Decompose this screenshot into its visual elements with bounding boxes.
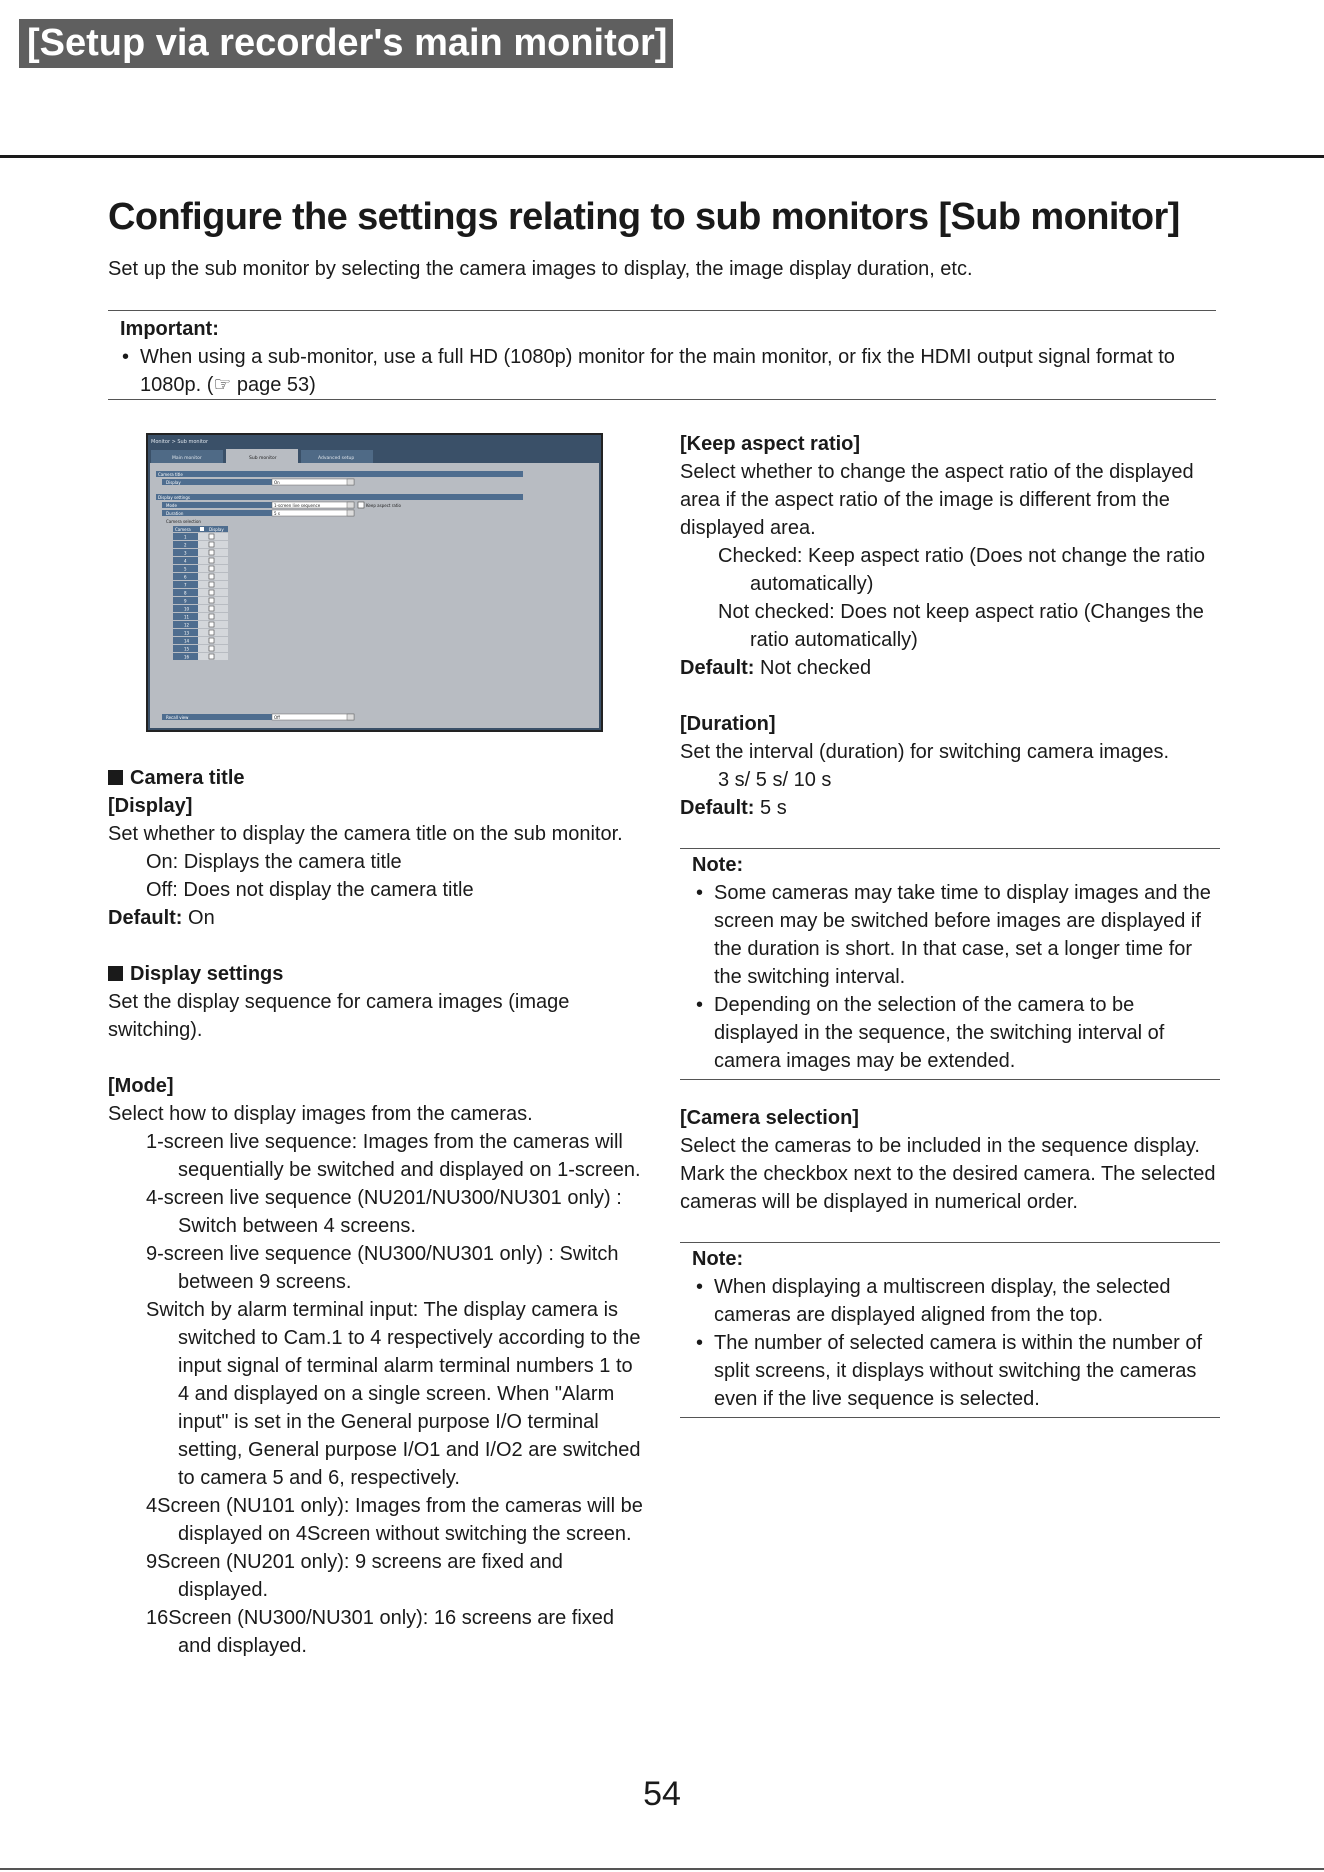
screenshot-tab-sub: Sub monitor [249, 456, 277, 461]
screenshot-mode-value: 1-screen live sequence [274, 503, 321, 508]
note-item: • The number of selected camera is within the number of split screens, it displays without switching the cameras even if the live sequence is selected. [692, 1329, 1220, 1413]
screenshot-camera-selection: Camera selection [166, 519, 201, 524]
header-rule [0, 155, 1324, 158]
screenshot-camera-number: 14 [184, 638, 190, 644]
screenshot-camera-checkbox [209, 566, 214, 571]
screenshot-camera-checkbox [209, 542, 214, 547]
display-option: On: Displays the camera title [146, 851, 402, 873]
intro-text: Set up the sub monitor by selecting the camera images to display, the image display duration, etc. [108, 258, 973, 280]
mode-option: 16Screen (NU300/NU301 only): 16 screens are fixed and displayed. [146, 1607, 615, 1657]
keep-aspect-default: Default: Not checked [680, 657, 872, 679]
screenshot-camera-number: 8 [184, 590, 187, 596]
screenshot-duration-label: Duration [166, 511, 184, 516]
sub-monitor-screenshot [146, 433, 603, 732]
screenshot-camera-number: 6 [184, 574, 187, 580]
screenshot-camera-number: 13 [184, 630, 190, 636]
important-box [108, 310, 1216, 400]
screenshot-display-col: Display [209, 527, 224, 532]
important-list [120, 343, 1210, 399]
screenshot-camera-checkbox [209, 558, 214, 563]
screenshot-camera-number: 1 [184, 534, 187, 540]
screenshot-camera-number: 10 [184, 606, 190, 612]
duration-heading: [Duration] [680, 713, 776, 735]
screenshot-camera-number: 4 [184, 558, 187, 564]
screenshot-camera-number: 11 [184, 614, 190, 620]
right-column [680, 430, 1220, 1418]
important-item: • When using a sub-monitor, use a full HD (1080p) monitor for the main monitor, or fix the HDMI output signal format to 1080p. (☞ page 53) [120, 343, 1210, 399]
camera-selection-note [680, 1242, 1220, 1418]
screenshot-camera-checkbox [209, 638, 214, 643]
screenshot-camera-checkbox [209, 590, 214, 595]
screenshot-camera-checkbox [209, 582, 214, 587]
screenshot-camera-checkbox [209, 534, 214, 539]
screenshot-duration-value: 5 s [274, 511, 280, 516]
mode-heading: [Mode] [108, 1075, 174, 1097]
screenshot-camera-number: 12 [184, 622, 190, 628]
display-desc: Set whether to display the camera title on the sub monitor. [108, 823, 623, 845]
square-bullet-icon [108, 966, 123, 981]
duration-values: 3 s/ 5 s/ 10 s [718, 769, 832, 791]
screenshot-camera-checkbox [209, 606, 214, 611]
keep-aspect-option: Checked: Keep aspect ratio (Does not change the ratio automatically) [718, 545, 1205, 595]
camera-selection-desc: Mark the checkbox next to the desired camera. The selected cameras will be displayed in numerical order. [680, 1163, 1216, 1213]
display-settings-heading: Display settings [108, 960, 648, 988]
keep-aspect-option: Not checked: Does not keep aspect ratio (Changes the ratio automatically) [718, 601, 1204, 651]
screenshot-breadcrumb: Monitor > Sub monitor [151, 439, 209, 445]
mode-option: 4-screen live sequence (NU201/NU300/NU301 only) : Switch between 4 screens. [146, 1187, 622, 1237]
mode-desc: Select how to display images from the cameras. [108, 1103, 533, 1125]
note-list [692, 879, 1220, 1075]
display-heading: [Display] [108, 795, 193, 817]
note-item: • Depending on the selection of the camera to be displayed in the sequence, the switching interval of camera images may be extended. [692, 991, 1220, 1075]
screenshot-camera-checkbox [209, 550, 214, 555]
left-column [108, 764, 648, 1660]
duration-note [680, 848, 1220, 1080]
screenshot-camera-number: 2 [184, 542, 187, 548]
screenshot-mode-label: Mode [166, 503, 177, 508]
screenshot-camera-col: Camera [175, 527, 191, 532]
screenshot-recall-value: Off [274, 715, 280, 720]
mode-option: 1-screen live sequence: Images from the cameras will sequentially be switched and displayed on 1-screen. [146, 1131, 641, 1181]
note-item: • Some cameras may take time to display images and the screen may be switched before images are displayed if the duration is short. In that case, set a longer time for the switching interval. [692, 879, 1220, 991]
screenshot-display-settings: Display settings [158, 495, 190, 500]
screenshot-tab-advanced: Advanced setup [318, 456, 355, 461]
bottom-rule [0, 1868, 1324, 1870]
camera-title-heading: Camera title [108, 764, 648, 792]
note-label: Note: [692, 1248, 744, 1270]
screenshot-camera-checkbox [209, 646, 214, 651]
section-tab: [Setup via recorder's main monitor] [19, 19, 673, 68]
screenshot-camera-checkbox [209, 654, 214, 659]
screenshot-camera-number: 7 [184, 582, 187, 588]
screenshot-keep-aspect: Keep aspect ratio [366, 503, 401, 508]
screenshot-camera-number: 15 [184, 646, 190, 652]
page-number: 54 [643, 1775, 681, 1813]
screenshot-camera-title: Camera title [158, 472, 183, 477]
screenshot-display-value: On [274, 480, 280, 485]
screenshot-camera-checkbox [209, 598, 214, 603]
display-option: Off: Does not display the camera title [146, 879, 474, 901]
display-default: Default: On [108, 907, 215, 929]
mode-option: 9-screen live sequence (NU300/NU301 only) : Switch between 9 screens. [146, 1243, 619, 1293]
screenshot-camera-number: 5 [184, 566, 187, 572]
screenshot-camera-checkbox [209, 630, 214, 635]
screenshot-recall-label: Recall view [166, 715, 189, 720]
mode-option: 4Screen (NU101 only): Images from the cameras will be displayed on 4Screen without switching the screen. [146, 1495, 643, 1545]
duration-default: Default: 5 s [680, 797, 787, 819]
important-label: Important: [120, 318, 219, 340]
screenshot-tab-main: Main monitor [172, 456, 202, 461]
mode-option: Switch by alarm terminal input: The display camera is switched to Cam.1 to 4 respectively according to the input signal of terminal alarm terminal numbers 1 to 4 and displayed on a single screen. When "Alarm input" is set in the General purpose I/O terminal setting, General purpose I/O1 and I/O2 are switched to camera 5 and 6, respectively. [146, 1299, 641, 1489]
screenshot-camera-number: 9 [184, 598, 187, 604]
screenshot-camera-checkbox [209, 614, 214, 619]
screenshot-display-label: Display [166, 480, 181, 485]
screenshot-camera-checkbox [209, 622, 214, 627]
page-title: Configure the settings relating to sub monitors [Sub monitor] [108, 196, 1180, 238]
screenshot-camera-number: 16 [184, 654, 190, 660]
mode-option: 9Screen (NU201 only): 9 screens are fixed and displayed. [146, 1551, 563, 1601]
note-label: Note: [692, 854, 744, 876]
note-item: • When displaying a multiscreen display, the selected cameras are displayed aligned from the top. [692, 1273, 1220, 1329]
keep-aspect-desc: Select whether to change the aspect ratio of the displayed area if the aspect ratio of the image is different from the displayed area. [680, 461, 1194, 539]
screenshot-camera-number: 3 [184, 550, 187, 556]
display-settings-desc: Set the display sequence for camera images (image switching). [108, 991, 570, 1041]
square-bullet-icon [108, 770, 123, 785]
screenshot-camera-checkbox [209, 574, 214, 579]
duration-desc: Set the interval (duration) for switching camera images. [680, 741, 1170, 763]
keep-aspect-heading: [Keep aspect ratio] [680, 433, 861, 455]
note-list [692, 1273, 1220, 1413]
camera-selection-heading: [Camera selection] [680, 1107, 859, 1129]
camera-selection-desc: Select the cameras to be included in the sequence display. [680, 1135, 1200, 1157]
